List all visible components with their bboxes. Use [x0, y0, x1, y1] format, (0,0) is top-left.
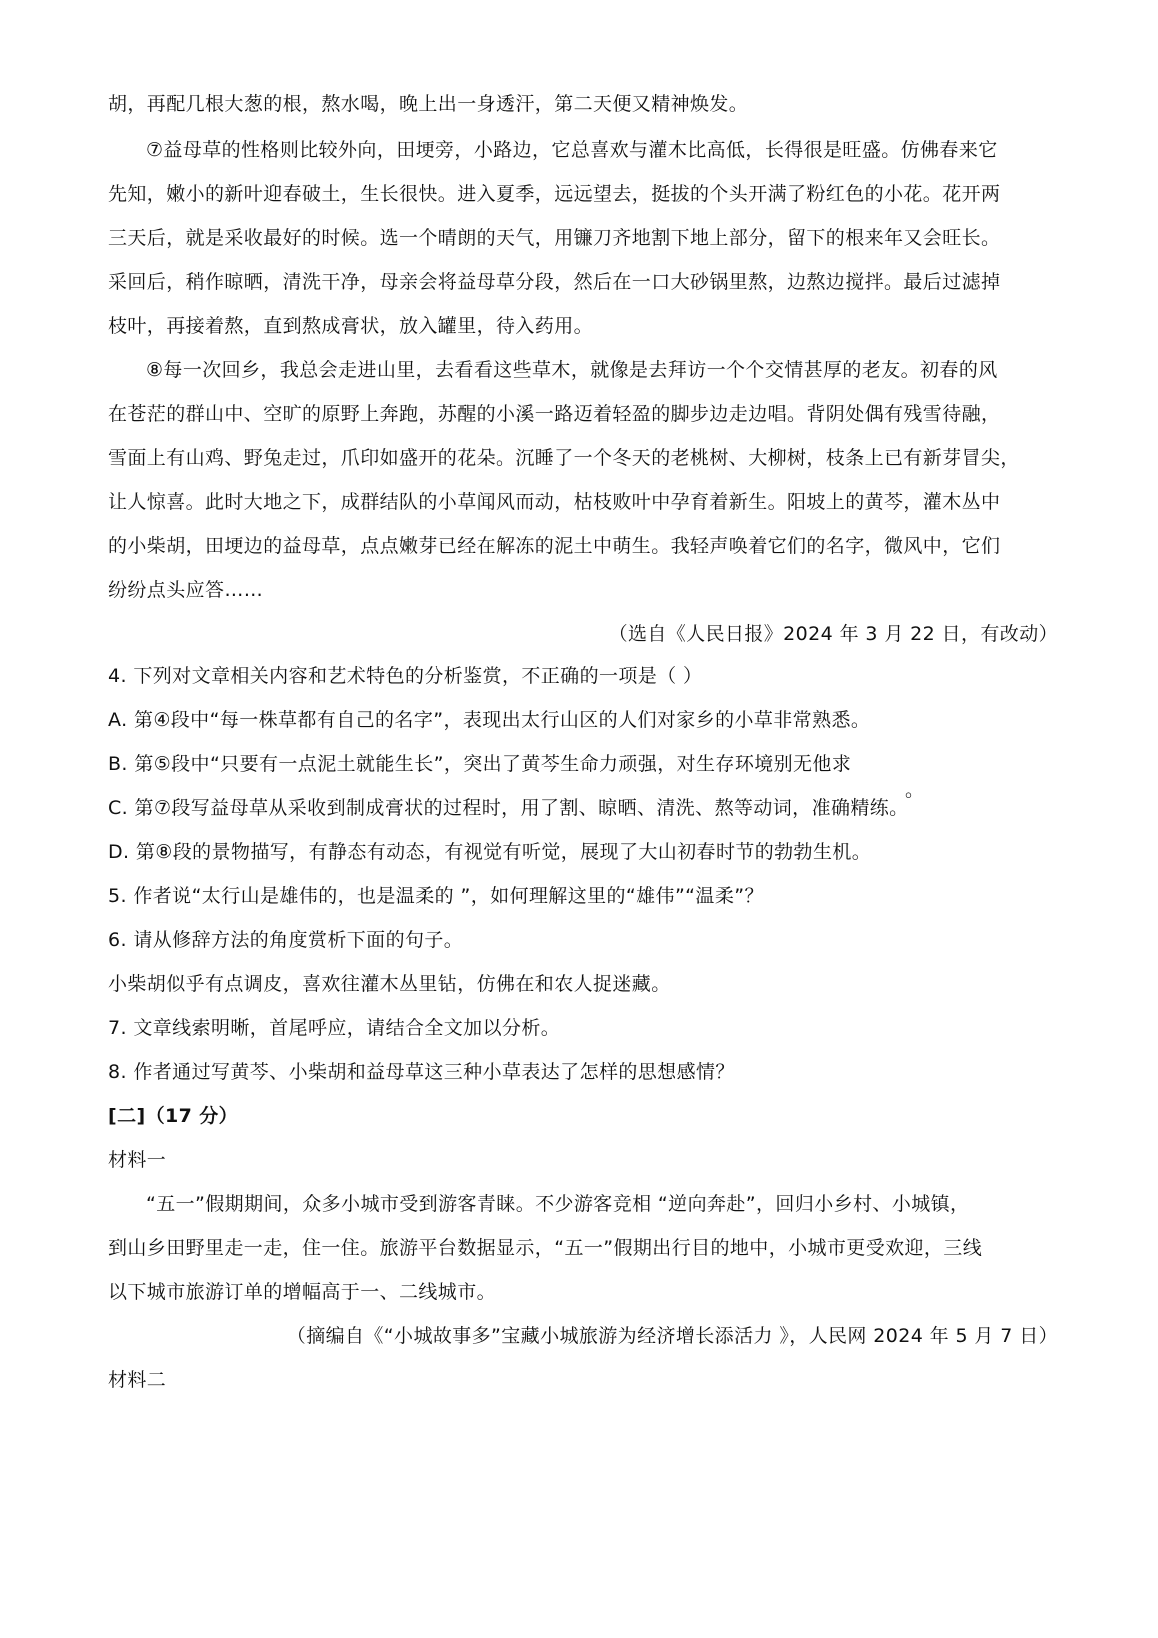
option-b-period: 。	[905, 779, 925, 801]
question-4-option-b: B. 第⑤段中“只要有一点泥土就能生长”，突出了黄芩生命力顽强，对生存环境别无他求	[108, 753, 852, 775]
material-1-source: （摘编自《“小城故事多”宝藏小城旅游为经济增长添活力 》，人民网 2024 年 5 月 7 日）	[286, 1325, 1058, 1347]
material-1-line: 到山乡田野里走一走，住一住。旅游平台数据显示，“五一”假期出行目的地中，小城市更受欢迎，三线	[108, 1237, 983, 1259]
question-4-option-c: C. 第⑦段写益母草从采收到制成膏状的过程时，用了割、晾晒、清洗、熬等动词，准确精练。	[108, 797, 909, 819]
paragraph-8-line: 的小柴胡，田埂边的益母草，点点嫩芽已经在解冻的泥土中萌生。我轻声唤着它们的名字，微风中，它们	[108, 535, 1001, 557]
question-6-sentence: 小柴胡似乎有点调皮，喜欢往灌木丛里钻，仿佛在和农人捉迷藏。	[108, 973, 671, 995]
material-2-label: 材料二	[108, 1369, 167, 1391]
paragraph-7-line: 枝叶，再接着熬，直到熬成膏状，放入罐里，待入药用。	[108, 315, 594, 337]
paragraph-8-line: 纷纷点头应答……	[108, 579, 264, 601]
paragraph-8-line: ⑧每一次回乡，我总会走进山里，去看看这些草木，就像是去拜访一个个交情甚厚的老友。初春的风	[146, 359, 998, 381]
question-4-option-a: A. 第④段中“每一株草都有自己的名字”，表现出太行山区的人们对家乡的小草非常熟悉。	[108, 709, 871, 731]
question-4-option-d: D. 第⑧段的景物描写，有静态有动态，有视觉有听觉，展现了大山初春时节的勃勃生机。	[108, 841, 872, 863]
paragraph-7-line: 先知，嫩小的新叶迎春破土，生长很快。进入夏季，远远望去，挺拔的个头开满了粉红色的小花。花开两	[108, 183, 1001, 205]
material-1-line: “五一”假期期间，众多小城市受到游客青睐。不少游客竞相 “逆向奔赴”，回归小乡村、小城镇，	[146, 1193, 970, 1215]
paragraph-8-line: 雪面上有山鸡、野兔走过，爪印如盛开的花朵。沉睡了一个冬天的老桃树、大柳树，枝条上已有新芽冒尖，	[108, 447, 1020, 469]
question-6: 6. 请从修辞方法的角度赏析下面的句子。	[108, 929, 464, 951]
paragraph-7-line: 采回后，稍作晾晒，清洗干净，母亲会将益母草分段，然后在一口大砂锅里熬，边熬边搅拌。最后过滤掉	[108, 271, 1001, 293]
question-5: 5. 作者说“太行山是雄伟的，也是温柔的 ”，如何理解这里的“雄伟”“温柔”？	[108, 885, 764, 907]
paragraph-7-line: 三天后，就是采收最好的时候。选一个晴朗的天气，用镰刀齐地割下地上部分，留下的根来年又会旺长。	[108, 227, 1001, 249]
passage-source: （选自《人民日报》2024 年 3 月 22 日，有改动）	[608, 623, 1058, 645]
paragraph-8-line: 让人惊喜。此时大地之下，成群结队的小草闻风而动，枯枝败叶中孕育着新生。阳坡上的黄芩，灌木丛中	[108, 491, 1001, 513]
material-1-label: 材料一	[108, 1149, 167, 1171]
paragraph-8-line: 在苍茫的群山中、空旷的原野上奔跑，苏醒的小溪一路迈着轻盈的脚步边走边唱。背阴处偶有残雪待融，	[108, 403, 1001, 425]
paragraph-6-tail: 胡，再配几根大葱的根，熬水喝，晚上出一身透汗，第二天便又精神焕发。	[108, 93, 749, 115]
question-7: 7. 文章线索明晰，首尾呼应，请结合全文加以分析。	[108, 1017, 561, 1039]
paragraph-7-line: ⑦益母草的性格则比较外向，田埂旁，小路边，它总喜欢与灌木比高低，长得很是旺盛。仿佛春来它	[146, 139, 998, 161]
question-8: 8. 作者通过写黄芩、小柴胡和益母草这三种小草表达了怎样的思想感情？	[108, 1061, 735, 1083]
question-4: 4. 下列对文章相关内容和艺术特色的分析鉴赏，不正确的一项是（ ）	[108, 665, 703, 687]
section-2-heading: [二]（17 分）	[108, 1105, 239, 1127]
material-1-line: 以下城市旅游订单的增幅高于一、二线城市。	[108, 1281, 497, 1303]
